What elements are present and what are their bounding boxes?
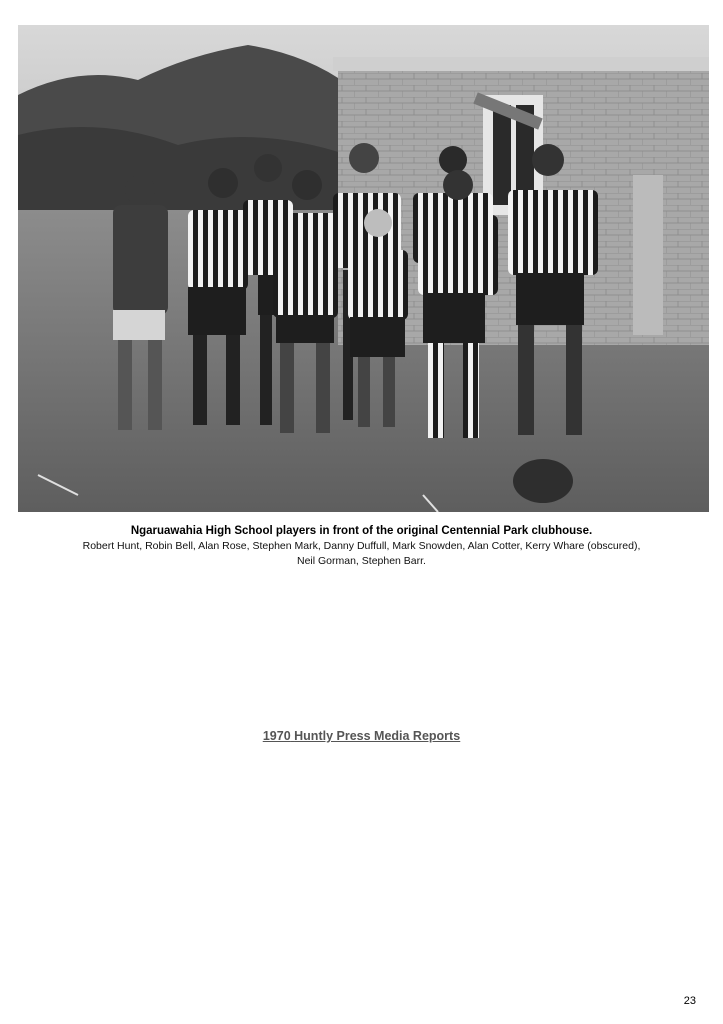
report-heading: [0, 729, 723, 743]
caption-names-line1: Robert Hunt, Robin Bell, Alan Rose, Stephen Mark, Danny Duffull, Mark Snowden, Alan Cotter, Kerry Whare (obscured),: [82, 540, 641, 552]
report-title: Huntly Press Media Reports: [294, 729, 461, 743]
report-year: 1970: [262, 729, 291, 743]
page-number: 23: [683, 995, 696, 1007]
photo-caption: [0, 523, 723, 569]
team-photo: [18, 25, 709, 512]
caption-title: Ngaruawahia High School players in front of the original Centennial Park clubhouse.: [130, 525, 593, 537]
caption-names-line2: Neil Gorman, Stephen Barr.: [297, 555, 426, 567]
caption-names: [42, 539, 682, 569]
